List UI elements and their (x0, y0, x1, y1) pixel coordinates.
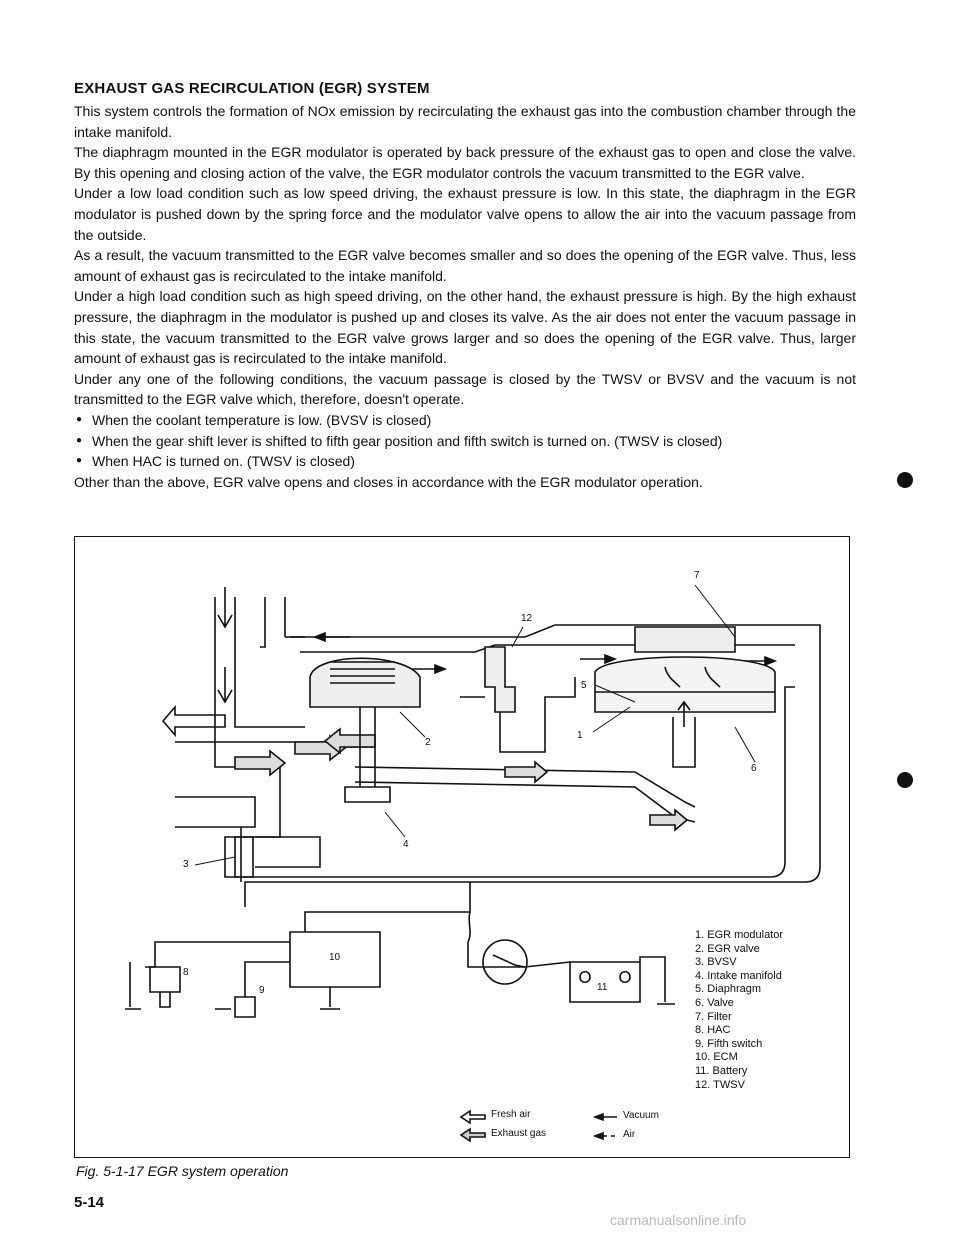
paragraph: Under a high load condition such as high speed driving, on the other hand, the exhaust pressure is high. By the high exhaust pressure, the diaphragm in the modulator is pushed up and closes its valve. As the air does not enter the vacuum passage in this state, the vacuum transmitted to the EGR valve grows larger and so does the opening of the EGR valve. Thus, larger amount of exhaust gas is recirculated to the intake manifold. (74, 288, 856, 367)
air-key-icon (595, 1133, 615, 1139)
section-heading: EXHAUST GAS RECIRCULATION (EGR) SYSTEM (74, 80, 430, 97)
callout-number: 6 (751, 763, 757, 774)
callout-number: 10 (329, 952, 341, 963)
twsv-shape (485, 647, 515, 712)
air-flow-arrow-icon (218, 587, 232, 627)
legend-item: 2. EGR valve (695, 942, 760, 955)
legend-item: 1. EGR modulator (695, 929, 784, 941)
paragraph: Under any one of the following conditions, the vacuum passage is closed by the TWSV or BVSV and the vacuum is not transmitted to the EGR valve which, therefore, doesn't operate. (74, 370, 856, 408)
legend-item: 5. Diaphragm (695, 983, 762, 996)
callout-number: 1 (577, 730, 583, 741)
legend-item: 3. BVSV (695, 956, 737, 969)
body-text (74, 101, 856, 492)
parts-legend (695, 929, 783, 1092)
watermark: carmanualsonline.info (610, 1212, 747, 1228)
vacuum-key-icon (595, 1114, 617, 1120)
key-air: Air (623, 1129, 636, 1140)
key-fresh-air: Fresh air (491, 1109, 531, 1120)
air-flow-arrow-icon (218, 667, 232, 702)
egr-modulator-shape (635, 627, 735, 652)
callout-number: 3 (183, 859, 189, 870)
margin-dot-icon (897, 772, 913, 788)
legend-item: 7. Filter (695, 1010, 732, 1023)
paragraph: As a result, the vacuum transmitted to the EGR valve becomes smaller and so does the opening of the EGR valve. Thus, less amount of exhaust gas is recirculated to the intake manifold. (74, 247, 856, 284)
paragraph: Other than the above, EGR valve opens and closes in accordance with the EGR modulator operation. (74, 473, 703, 490)
hac-switch-shape (483, 940, 527, 984)
legend-item: 9. Fifth switch (695, 1037, 763, 1050)
page-number: 5-14 (74, 1194, 105, 1211)
list-item: ● When HAC is turned on. (TWSV is closed) (74, 451, 856, 472)
legend-item: 11. Battery (695, 1064, 748, 1077)
key-exhaust-gas: Exhaust gas (491, 1128, 547, 1139)
exhaust-gas-key-icon (461, 1129, 485, 1141)
paragraph: The diaphragm mounted in the EGR modulator is operated by back pressure of the exhaust gas to open and close the valve. By this opening and closing action of the valve, the EGR modulator controls the vacuum transmitted to the EGR valve. (74, 144, 856, 181)
bvsv-shape (235, 837, 253, 877)
legend-item: 8. HAC (695, 1024, 731, 1037)
callout-number: 7 (694, 570, 700, 581)
key-vacuum: Vacuum (623, 1110, 659, 1121)
figure-caption: Fig. 5-1-17 EGR system operation (76, 1163, 289, 1179)
legend-item: 6. Valve (695, 996, 734, 1009)
paragraph: Under a low load condition such as low speed driving, the exhaust pressure is low. In this state, the diaphragm in the EGR modulator is pushed down by the spring force and the modulator valve opens to allow the air into the vacuum passage from the outside. (74, 185, 856, 243)
paragraph: This system controls the formation of NOx emission by recirculating the exhaust gas into the combustion chamber through the intake manifold. (74, 103, 856, 140)
exhaust-arrow-icon (505, 762, 547, 782)
callout-number: 2 (425, 737, 431, 748)
fresh-air-key-icon (461, 1111, 485, 1123)
callout-number: 8 (183, 967, 189, 978)
egr-system-diagram (74, 536, 850, 1158)
margin-dot-icon (897, 472, 913, 488)
legend-item: 10. ECM (695, 1051, 738, 1064)
callout-number: 9 (259, 985, 265, 996)
list-item: ● When the gear shift lever is shifted to fifth gear position and fifth switch is turned on. (TWSV is closed) (74, 431, 856, 452)
callout-number: 4 (403, 839, 409, 850)
vacuum-arrow-icon (315, 633, 350, 641)
condition-list (74, 410, 856, 472)
vacuum-arrow-icon (580, 655, 615, 663)
exhaust-arrow-icon (235, 751, 285, 775)
legend-item: 12. TWSV (695, 1078, 745, 1091)
callout-number: 5 (581, 680, 587, 691)
callout-number: 12 (521, 613, 533, 624)
list-item: ● When the coolant temperature is low. (BVSV is closed) (74, 410, 856, 431)
legend-item: 4. Intake manifold (695, 969, 782, 982)
callout-number: 11 (597, 982, 608, 993)
